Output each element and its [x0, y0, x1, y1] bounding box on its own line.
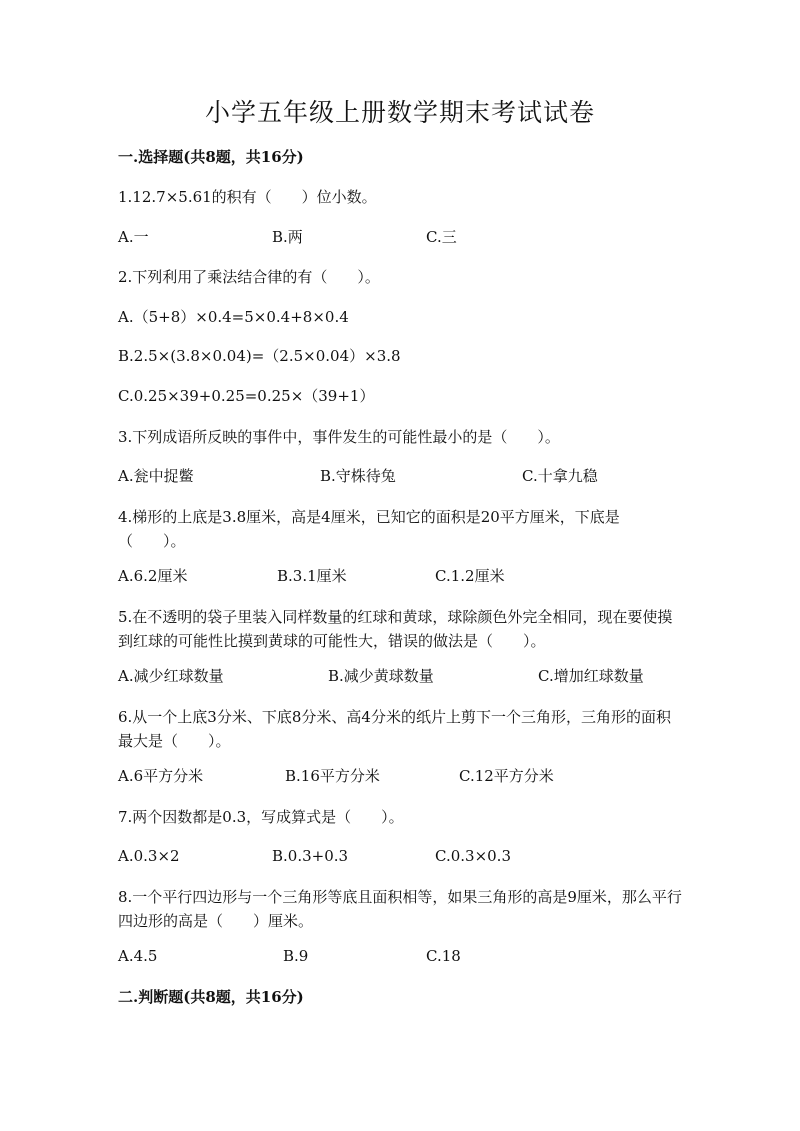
q5-option-c: C.增加红球数量 — [538, 667, 644, 685]
q4-option-c: C.1.2厘米 — [435, 567, 505, 585]
q5-option-a: A.减少红球数量 — [118, 667, 224, 685]
q3-option-a: A.瓮中捉鳖 — [118, 467, 194, 485]
q4-option-a: A.6.2厘米 — [118, 567, 188, 585]
q4-option-b: B.3.1厘米 — [277, 567, 347, 585]
section-judgment-heading: 二.判断题(共8题，共16分) — [118, 988, 304, 1006]
q6-option-c: C.12平方分米 — [459, 767, 554, 785]
q2-option-b: B.2.5×(3.8×0.04)=（2.5×0.04）×3.8 — [118, 347, 401, 365]
q8-option-c: C.18 — [426, 947, 461, 965]
q2-option-a: A.（5+8）×0.4=5×0.4+8×0.4 — [118, 308, 349, 326]
q3-option-c: C.十拿九稳 — [522, 467, 598, 485]
q5-option-b: B.减少黄球数量 — [328, 667, 434, 685]
q2-option-c: C.0.25×39+0.25=0.25×（39+1） — [118, 387, 375, 405]
q8-option-b: B.9 — [283, 947, 309, 965]
q3-option-b: B.守株待兔 — [320, 467, 396, 485]
question-4: 4.梯形的上底是3.8厘米，高是4厘米，已知它的面积是20平方厘米，下底是（ ）。 — [118, 508, 620, 550]
q7-option-c: C.0.3×0.3 — [435, 847, 511, 865]
question-1: 1.12.7×5.61的积有（ ）位小数。 — [118, 188, 377, 206]
q1-option-a: A.一 — [118, 228, 149, 246]
section-choice-heading: 一.选择题(共8题，共16分) — [118, 148, 304, 166]
question-7: 7.两个因数都是0.3，写成算式是（ ）。 — [118, 808, 404, 826]
question-6: 6.从一个上底3分米、下底8分米、高4分米的纸片上剪下一个三角形，三角形的面积最大是（ ）。 — [118, 708, 671, 750]
q8-option-a: A.4.5 — [118, 947, 158, 965]
q1-option-c: C.三 — [426, 228, 457, 246]
q1-option-b: B.两 — [272, 228, 303, 246]
q7-option-a: A.0.3×2 — [118, 847, 180, 865]
exam-title: 小学五年级上册数学期末考试试卷 — [204, 98, 595, 127]
q6-option-b: B.16平方分米 — [285, 767, 380, 785]
question-2: 2.下列利用了乘法结合律的有（ ）。 — [118, 268, 380, 286]
q6-option-a: A.6平方分米 — [118, 767, 204, 785]
question-5: 5.在不透明的袋子里装入同样数量的红球和黄球，球除颜色外完全相同，现在要使摸到红球的可能性比摸到黄球的可能性大，错误的做法是（ ）。 — [118, 608, 673, 650]
question-3: 3.下列成语所反映的事件中，事件发生的可能性最小的是（ ）。 — [118, 428, 560, 446]
question-8: 8.一个平行四边形与一个三角形等底且面积相等，如果三角形的高是9厘米，那么平行四边形的高是（ ）厘米。 — [118, 888, 682, 930]
q7-option-b: B.0.3+0.3 — [272, 847, 349, 865]
